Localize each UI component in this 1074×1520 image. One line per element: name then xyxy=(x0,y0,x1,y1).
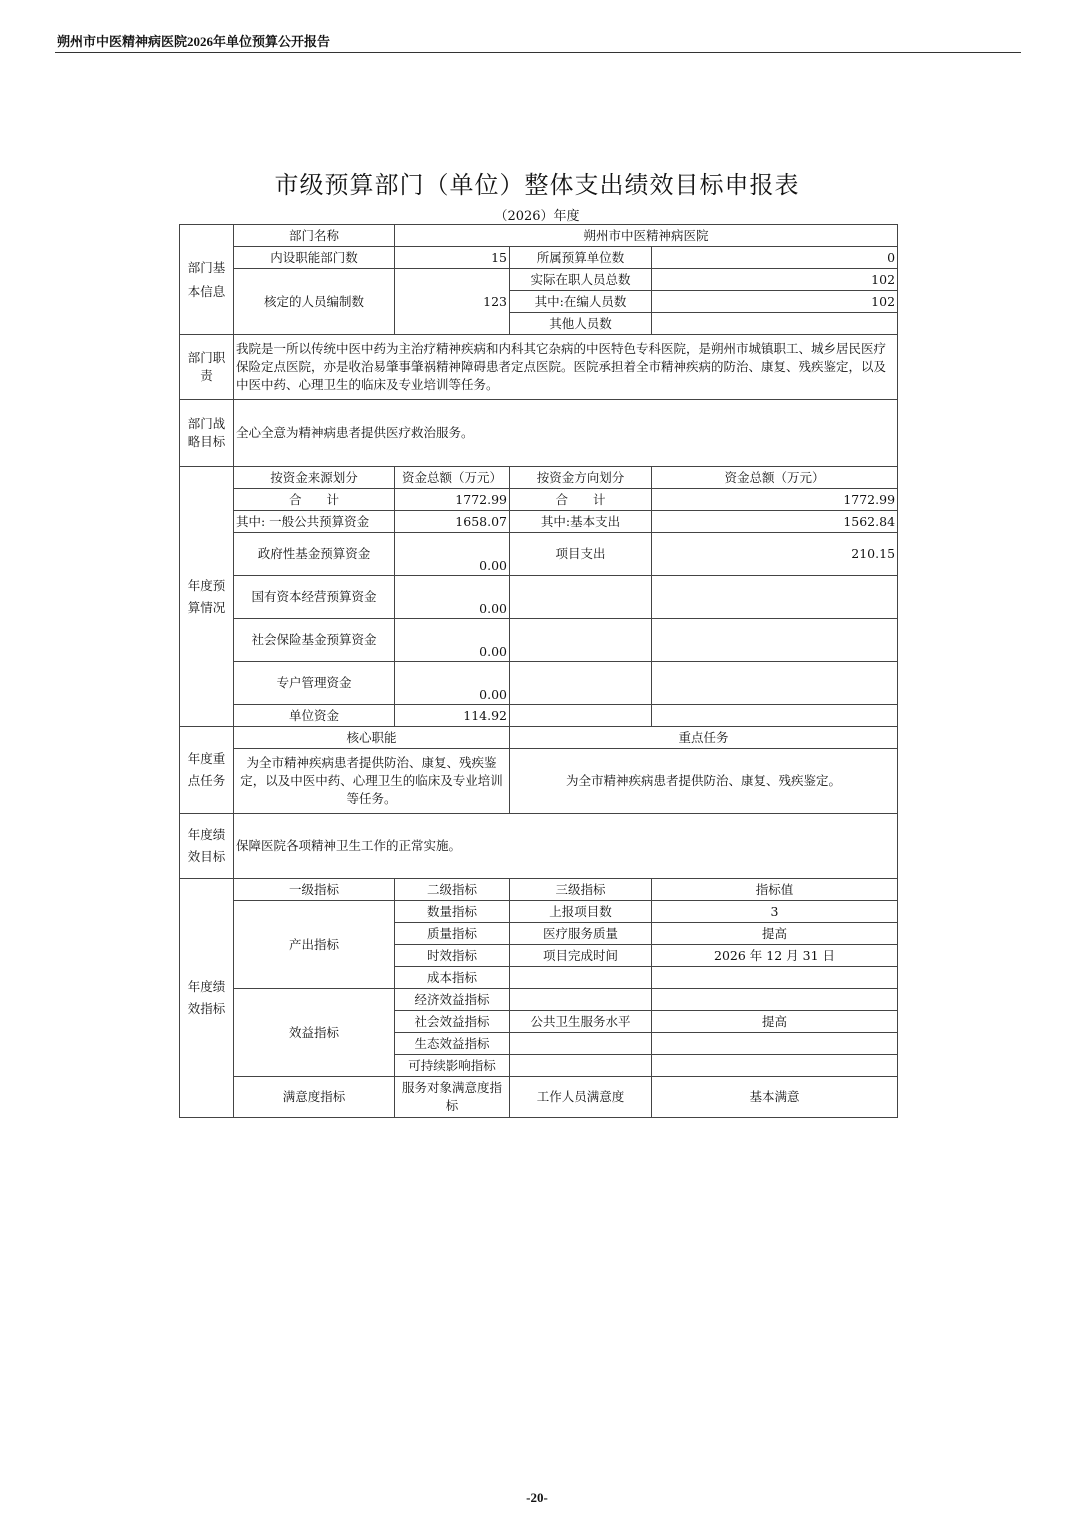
cost-indicator: 成本指标 xyxy=(395,967,510,989)
dept-name-value: 朔州市中医精神病医院 xyxy=(395,225,898,247)
duty-label: 部门职责 xyxy=(180,335,234,400)
page-header: 朔州市中医精神病医院2026年单位预算公开报告 xyxy=(57,34,331,49)
value-header: 指标值 xyxy=(652,879,898,901)
other-staff-value xyxy=(652,313,898,335)
timeliness-indicator: 时效指标 xyxy=(395,945,510,967)
dept-name-label: 部门名称 xyxy=(234,225,395,247)
report-title: 市级预算部门（单位）整体支出绩效目标申报表 xyxy=(274,171,800,199)
level2-header: 二级指标 xyxy=(395,879,510,901)
sub-unit-label: 所属预算单位数 xyxy=(510,247,652,269)
general-budget-value: 1658.07 xyxy=(395,511,510,533)
inner-dept-label: 内设职能部门数 xyxy=(234,247,395,269)
gov-fund-value: 0.00 xyxy=(395,533,510,576)
level3-header: 三级指标 xyxy=(510,879,652,901)
unit-fund-label: 单位资金 xyxy=(234,705,395,727)
header-rule xyxy=(55,52,1021,53)
basic-expense-label: 其中:基本支出 xyxy=(510,511,652,533)
performance-table xyxy=(179,224,898,1118)
report-year: （2026）年度 xyxy=(494,209,580,224)
project-expense-value: 210.15 xyxy=(652,533,898,576)
service-satisfaction-value: 基本满意 xyxy=(652,1077,898,1118)
special-account-label: 专户管理资金 xyxy=(234,662,395,705)
staff-quota-label: 核定的人员编制数 xyxy=(234,269,395,335)
core-function-header: 核心职能 xyxy=(234,727,510,749)
quantity-level3: 上报项目数 xyxy=(510,901,652,923)
service-satisfaction-level3: 工作人员满意度 xyxy=(510,1077,652,1118)
output-indicator: 产出指标 xyxy=(234,901,395,989)
actual-staff-value: 102 xyxy=(652,269,898,291)
project-expense-label: 项目支出 xyxy=(510,533,652,576)
staffed-value: 102 xyxy=(652,291,898,313)
quality-level3: 医疗服务质量 xyxy=(510,923,652,945)
unit-fund-value: 114.92 xyxy=(395,705,510,727)
source-header: 按资金来源划分 xyxy=(234,467,395,489)
perf-goal-text: 保障医院各项精神卫生工作的正常实施。 xyxy=(234,814,898,879)
social-value: 提高 xyxy=(652,1011,898,1033)
gov-fund-label: 政府性基金预算资金 xyxy=(234,533,395,576)
amount-header-2: 资金总额（万元） xyxy=(652,467,898,489)
tasks-label: 年度重点任务 xyxy=(180,727,234,814)
staff-quota-value: 123 xyxy=(395,269,510,335)
page-number: -20- xyxy=(526,1490,548,1505)
sustainability-indicator: 可持续影响指标 xyxy=(395,1055,510,1077)
level1-header: 一级指标 xyxy=(234,879,395,901)
quantity-indicator: 数量指标 xyxy=(395,901,510,923)
timeliness-value: 2026 年 12 月 31 日 xyxy=(652,945,898,967)
timeliness-level3: 项目完成时间 xyxy=(510,945,652,967)
core-function-text: 为全市精神疾病患者提供防治、康复、残疾鉴定，以及中医中药、心理卫生的临床及专业培训等任务。 xyxy=(234,749,510,814)
other-staff-label: 其他人员数 xyxy=(510,313,652,335)
social-indicator: 社会效益指标 xyxy=(395,1011,510,1033)
sub-unit-value: 0 xyxy=(652,247,898,269)
total-value-2: 1772.99 xyxy=(652,489,898,511)
strategy-text: 全心全意为精神病患者提供医疗救治服务。 xyxy=(234,400,898,467)
strategy-label: 部门战略目标 xyxy=(180,400,234,467)
quality-indicator: 质量指标 xyxy=(395,923,510,945)
actual-staff-label: 实际在职人员总数 xyxy=(510,269,652,291)
economic-indicator: 经济效益指标 xyxy=(395,989,510,1011)
key-task-header: 重点任务 xyxy=(510,727,898,749)
social-level3: 公共卫生服务水平 xyxy=(510,1011,652,1033)
amount-header: 资金总额（万元） xyxy=(395,467,510,489)
state-capital-label: 国有资本经营预算资金 xyxy=(234,576,395,619)
key-task-text: 为全市精神疾病患者提供防治、康复、残疾鉴定。 xyxy=(510,749,898,814)
quality-value: 提高 xyxy=(652,923,898,945)
staffed-label: 其中:在编人员数 xyxy=(510,291,652,313)
special-account-value: 0.00 xyxy=(395,662,510,705)
satisfaction-indicator: 满意度指标 xyxy=(234,1077,395,1118)
total-value: 1772.99 xyxy=(395,489,510,511)
social-insurance-value: 0.00 xyxy=(395,619,510,662)
total-label: 合 计 xyxy=(234,489,395,511)
inner-dept-value: 15 xyxy=(395,247,510,269)
direction-header: 按资金方向划分 xyxy=(510,467,652,489)
indicators-label: 年度绩效指标 xyxy=(180,879,234,1118)
section-basic-info: 部门基本信息 xyxy=(180,225,234,335)
social-insurance-label: 社会保险基金预算资金 xyxy=(234,619,395,662)
basic-expense-value: 1562.84 xyxy=(652,511,898,533)
state-capital-value: 0.00 xyxy=(395,576,510,619)
total-label-2: 合 计 xyxy=(510,489,652,511)
duty-text: 我院是一所以传统中医中药为主治疗精神疾病和内科其它杂病的中医特色专科医院，是朔州市城镇职工、城乡居民医疗保险定点医院，亦是收治易肇事肇祸精神障碍患者定点医院。医院承担着全市精神疾病的防治、康复、残疾鉴定，以及中医中药、心理卫生的临床及专业培训等任务。 xyxy=(234,335,898,400)
benefit-indicator: 效益指标 xyxy=(234,989,395,1077)
general-budget-label: 其中: 一般公共预算资金 xyxy=(234,511,395,533)
perf-goal-label: 年度绩效目标 xyxy=(180,814,234,879)
budget-label: 年度预算情况 xyxy=(180,467,234,727)
quantity-value: 3 xyxy=(652,901,898,923)
service-satisfaction-indicator: 服务对象满意度指标 xyxy=(395,1077,510,1118)
ecological-indicator: 生态效益指标 xyxy=(395,1033,510,1055)
